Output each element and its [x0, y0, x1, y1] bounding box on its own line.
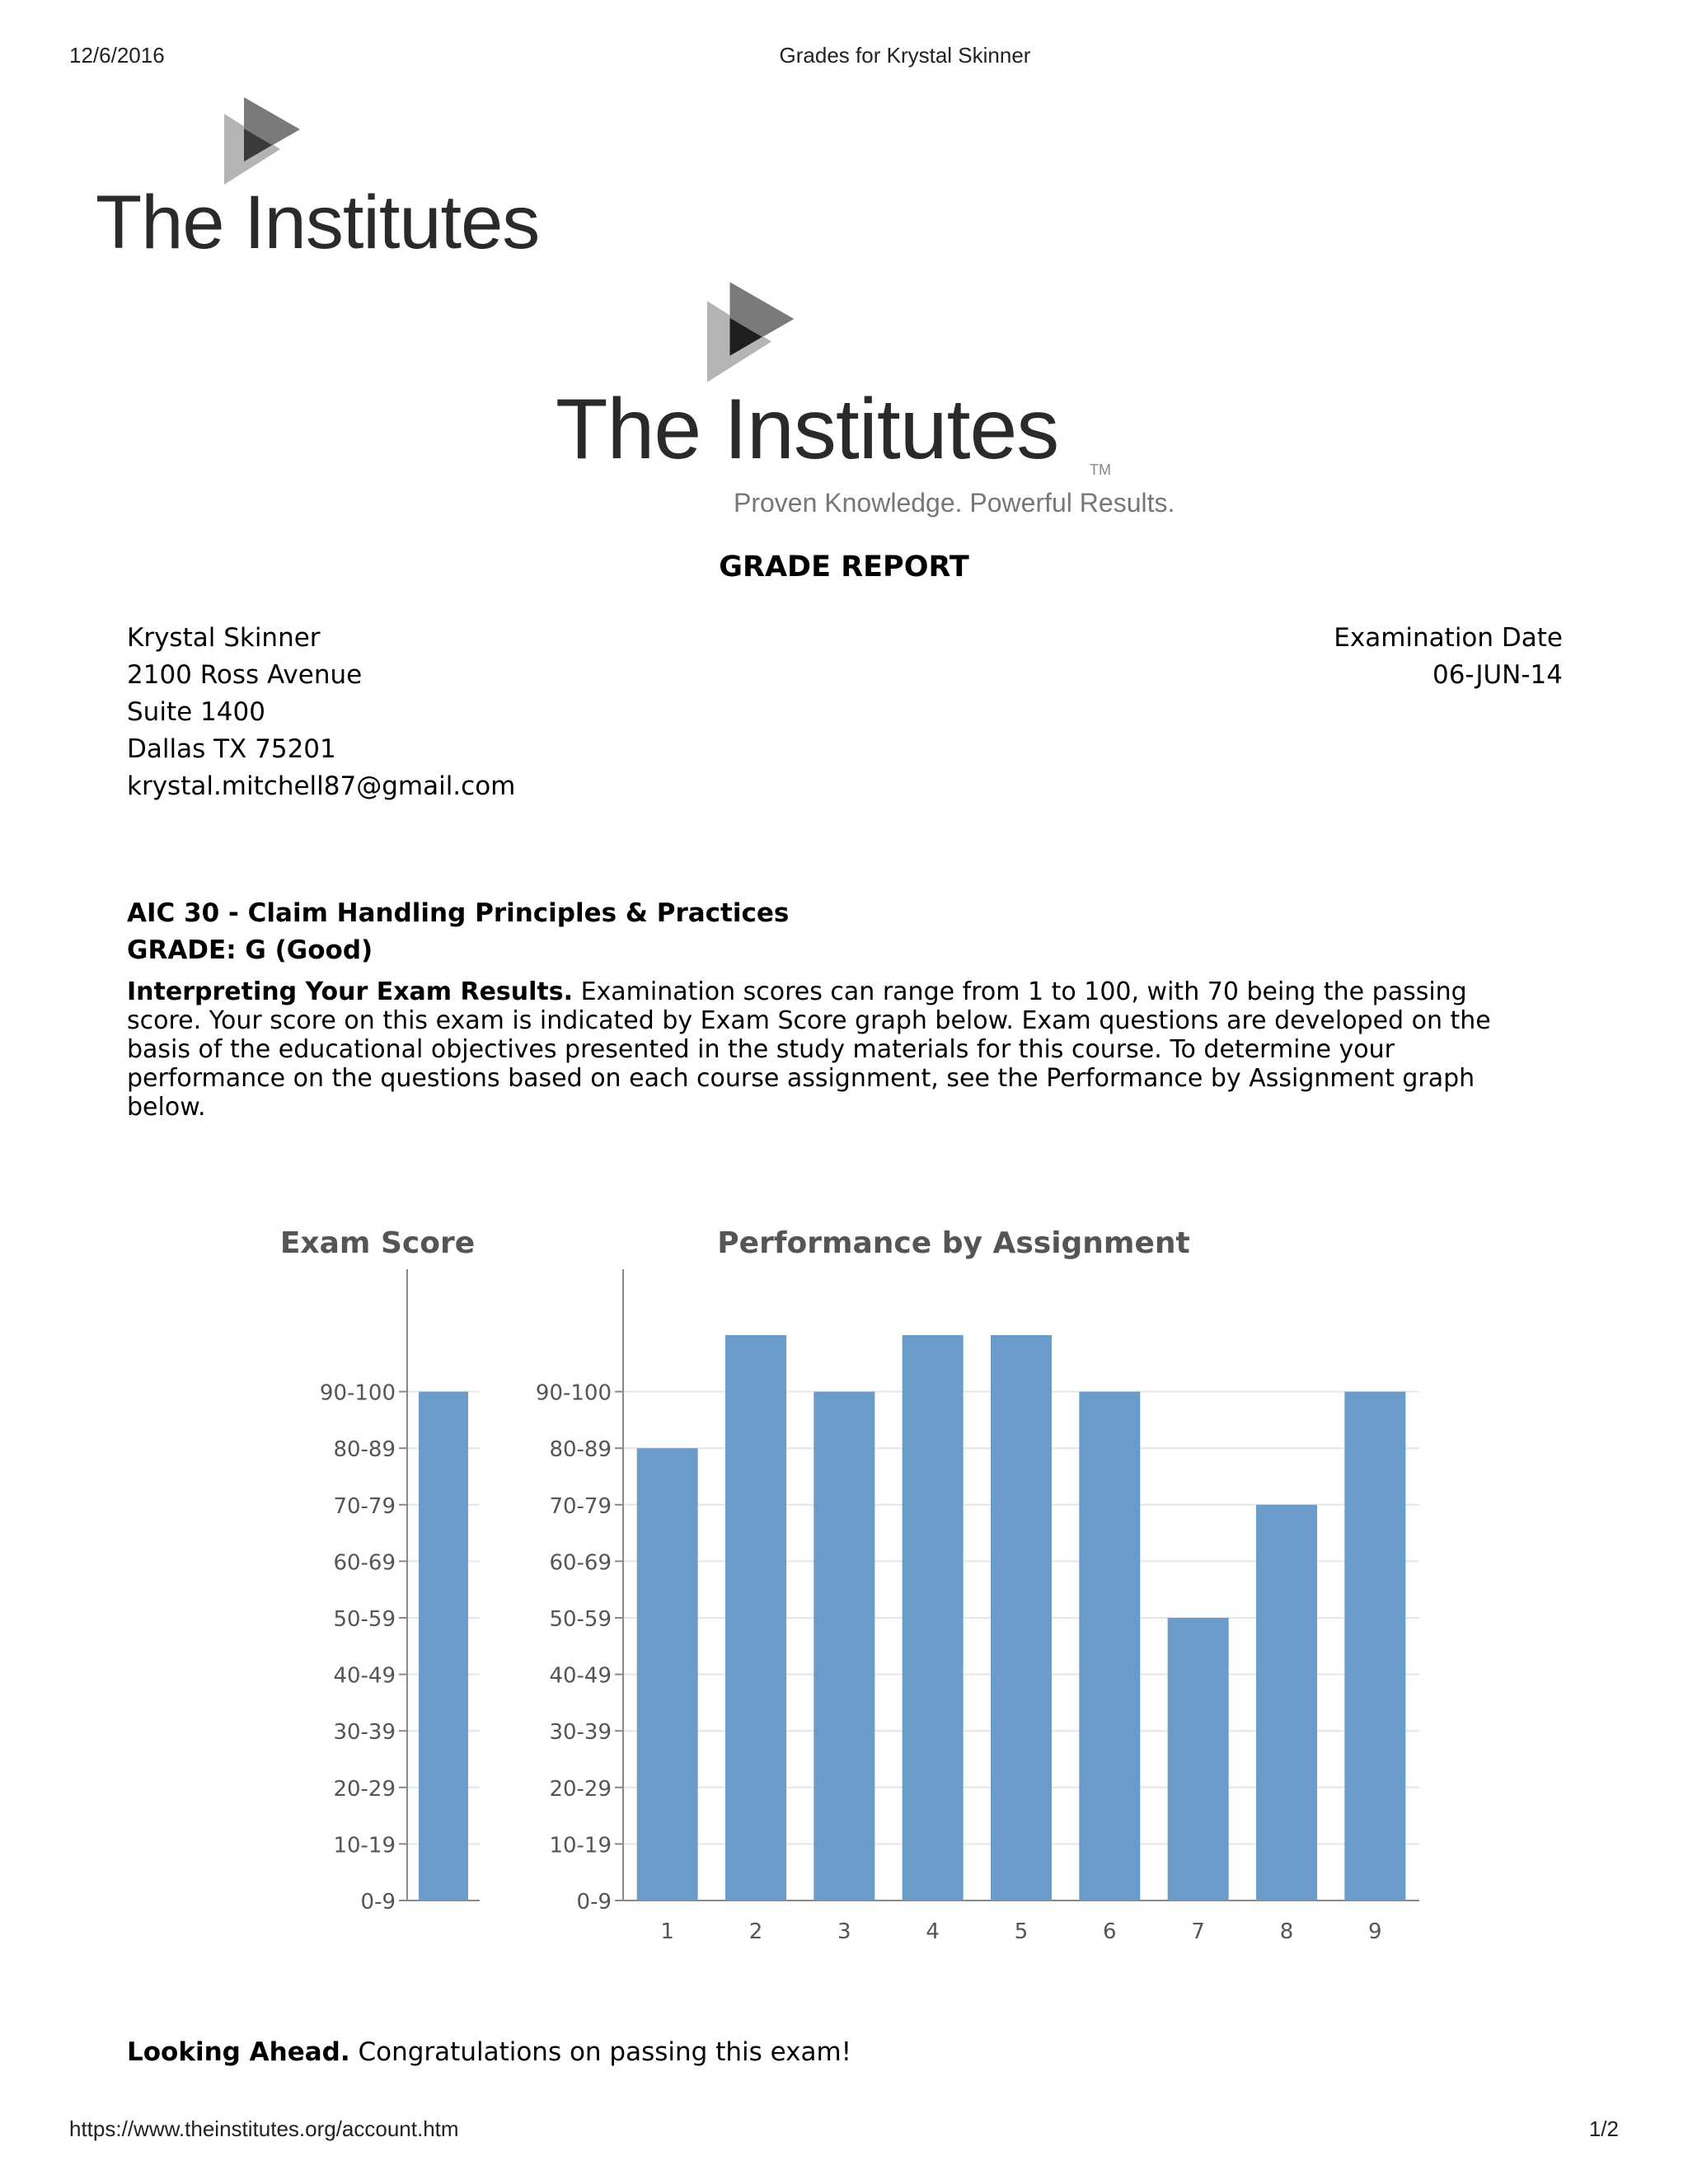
- interpretation-text: Examination scores can range from 1 to 100, with 70 being the passing score. Your score on this exam is indicated by Exam Score graph below. Exam questions are developed on the basis of the educational objectives presented in the study materials for this course. To determine your performance on the questions based on each course assignment, see the Performance by Assignment graph below.: [127, 977, 1491, 1122]
- assignment-bar: [725, 1335, 786, 1900]
- student-city: Dallas TX 75201: [127, 734, 336, 764]
- assignment-bar: [637, 1448, 698, 1900]
- assignment-y-tick-label: 30-39: [549, 1720, 612, 1746]
- assignment-y-tick-label: 90-100: [535, 1380, 612, 1406]
- assignment-x-tick-label: 5: [1014, 1919, 1029, 1944]
- exam-score-y-tick-label: 0-9: [360, 1890, 396, 1915]
- assignment-chart-title: Performance by Assignment: [717, 1226, 1190, 1260]
- exam-score-y-tick-label: 60-69: [333, 1550, 396, 1576]
- assignment-bar: [991, 1335, 1052, 1900]
- assignment-y-tick-label: 10-19: [549, 1833, 612, 1858]
- student-address: [127, 620, 515, 805]
- assignment-y-tick-label: 80-89: [549, 1437, 612, 1463]
- looking-ahead-text: Congratulations on passing this exam!: [358, 2037, 852, 2067]
- exam-date-value: 06-JUN-14: [1432, 660, 1563, 690]
- logo-wordmark: The Institutes: [556, 382, 1059, 477]
- logo-wordmark: The Institutes: [96, 180, 540, 265]
- assignment-x-tick-label: 8: [1279, 1919, 1294, 1944]
- course-block: [127, 895, 789, 969]
- exam-score-bar: [419, 1392, 468, 1900]
- assignment-bar: [1168, 1618, 1229, 1900]
- grade-value: GRADE: G (Good): [127, 935, 373, 965]
- assignment-x-tick-label: 4: [926, 1919, 940, 1944]
- assignment-y-tick-label: 0-9: [576, 1890, 612, 1915]
- student-street: 2100 Ross Avenue: [127, 660, 363, 690]
- exam-score-y-tick-label: 20-29: [333, 1776, 396, 1802]
- student-email: krystal.mitchell87@gmail.com: [127, 771, 516, 801]
- trademark-symbol: TM: [1090, 462, 1111, 478]
- interpretation-paragraph: [127, 977, 1528, 1122]
- assignment-x-tick-label: 3: [837, 1919, 851, 1944]
- exam-score-y-tick-label: 70-79: [333, 1493, 396, 1519]
- exam-date-block: [1334, 620, 1563, 694]
- assignment-x-tick-label: 7: [1191, 1919, 1205, 1944]
- assignment-bar: [1079, 1392, 1140, 1900]
- assignment-x-tick-label: 2: [748, 1919, 763, 1944]
- student-suite: Suite 1400: [127, 697, 265, 727]
- course-title: AIC 30 - Claim Handling Principles & Practices: [127, 898, 790, 928]
- assignment-x-tick-label: 9: [1368, 1919, 1382, 1944]
- print-page-count: 1/2: [1588, 2116, 1619, 2141]
- assignment-bar: [814, 1392, 874, 1900]
- exam-score-y-tick-label: 50-59: [333, 1607, 396, 1632]
- assignment-y-tick-label: 60-69: [549, 1550, 612, 1576]
- exam-score-chart-title: Exam Score: [279, 1226, 476, 1260]
- exam-score-y-tick-label: 10-19: [333, 1833, 396, 1858]
- report-title: GRADE REPORT: [719, 551, 969, 583]
- assignment-y-tick-label: 50-59: [549, 1607, 612, 1632]
- exam-score-y-tick-label: 40-49: [333, 1663, 396, 1689]
- assignment-y-tick-label: 70-79: [549, 1493, 612, 1519]
- print-url: https://www.theinstitutes.org/account.htm: [69, 2116, 459, 2141]
- print-page-title: Grades for Krystal Skinner: [779, 43, 1031, 68]
- assignment-bar: [1344, 1392, 1405, 1900]
- assignment-y-tick-label: 40-49: [549, 1663, 612, 1689]
- exam-score-y-tick-label: 30-39: [333, 1720, 396, 1746]
- looking-ahead: [127, 2037, 851, 2067]
- assignment-bar: [1256, 1505, 1317, 1900]
- assignment-x-tick-label: 1: [660, 1919, 674, 1944]
- print-date: 12/6/2016: [69, 43, 165, 68]
- logo-triangles-icon: [707, 282, 798, 382]
- interpretation-heading: Interpreting Your Exam Results.: [127, 977, 574, 1006]
- assignment-y-tick-label: 20-29: [549, 1776, 612, 1802]
- exam-score-y-tick-label: 80-89: [333, 1437, 396, 1463]
- looking-ahead-heading: Looking Ahead.: [127, 2037, 350, 2067]
- assignment-x-tick-label: 6: [1103, 1919, 1117, 1944]
- charts-area: [0, 1195, 1688, 1953]
- logo-tagline: Proven Knowledge. Powerful Results.: [734, 488, 1175, 518]
- exam-date-label: Examination Date: [1334, 623, 1563, 653]
- logo-triangles-icon: [224, 97, 303, 185]
- exam-score-y-tick-label: 90-100: [319, 1380, 396, 1406]
- student-name: Krystal Skinner: [127, 623, 321, 653]
- assignment-bar: [903, 1335, 964, 1900]
